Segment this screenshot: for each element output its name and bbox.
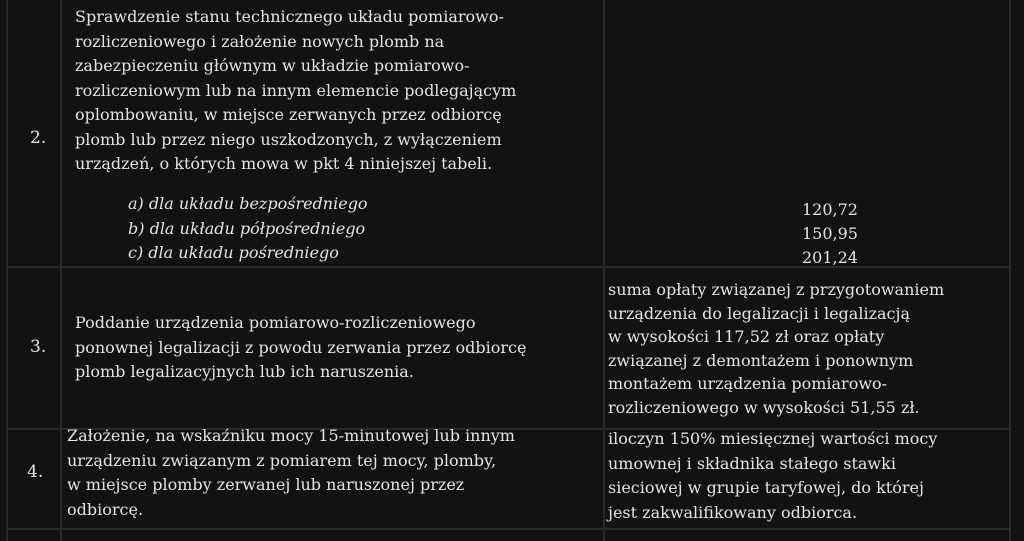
- row-2-description: [75, 5, 516, 177]
- column-divider-1: [60, 0, 62, 541]
- row-3-fee-description: [608, 278, 944, 419]
- row-3-number: 3.: [30, 337, 47, 357]
- fee-value-a: 120,72: [802, 200, 858, 219]
- row-4-fee-description: [608, 427, 937, 525]
- fee-value-b: 150,95: [802, 224, 858, 243]
- row-4-number: 4.: [27, 462, 44, 482]
- sub-item-b: b) dla układu półpośredniego: [128, 218, 366, 238]
- row-2-sub-items: [128, 192, 368, 266]
- fee-line: sieciowej w grupie taryfowej, do której: [608, 478, 924, 497]
- description-line: Poddanie urządzenia pomiarowo-rozliczeniowego: [75, 313, 476, 332]
- fee-line: iloczyn 150% miesięcznej wartości mocy: [608, 429, 938, 448]
- description-line: zabezpieczeniu głównym w układzie pomiarowo-: [75, 56, 470, 75]
- row-3-description: [75, 311, 526, 385]
- table-border-left: [6, 0, 8, 541]
- description-line: plomb legalizacyjnych lub ich naruszenia.: [75, 362, 414, 381]
- row-2-fees: [770, 198, 890, 270]
- description-line: oplombowaniu, w miejsce zerwanych przez odbiorcę: [75, 105, 502, 124]
- fee-line: montażem urządzenia pomiarowo-: [608, 374, 888, 393]
- row-2-number: 2.: [30, 128, 47, 148]
- description-line: w miejsce plomby zerwanej lub naruszonej przez: [67, 475, 465, 494]
- table-border-bottom: [6, 528, 1011, 530]
- table-border-right: [1009, 0, 1011, 541]
- description-line: Założenie, na wskaźniku mocy 15-minutowej lub innym: [67, 426, 515, 445]
- description-line: ponownej legalizacji z powodu zerwania przez odbiorcę: [75, 337, 527, 357]
- fee-line: umownej i składnika stałego stawki: [608, 453, 896, 473]
- sub-item-a: a) dla układu bezpośredniego: [128, 194, 368, 213]
- fee-line: rozliczeniowego w wysokości 51,55 zł.: [608, 397, 920, 417]
- description-line: urządzeń, o których mowa w pkt 4 niniejszej tabeli.: [75, 154, 493, 173]
- fee-value-c: 201,24: [802, 248, 858, 267]
- fee-line: jest zakwalifikowany odbiorca.: [608, 502, 858, 522]
- description-line: rozliczeniowego i założenie nowych plomb na: [75, 31, 445, 51]
- sub-item-c: c) dla układu pośredniego: [128, 243, 339, 262]
- description-line: odbiorcę.: [67, 499, 144, 519]
- fee-line: suma opłaty związanej z przygotowaniem: [608, 280, 945, 299]
- column-divider-2: [603, 0, 605, 541]
- description-line: rozliczeniowym lub na innym elemencie podlegającym: [75, 80, 517, 100]
- row-4-description: [67, 424, 515, 522]
- description-line: urządzeniu związanym z pomiarem tej mocy, plomby,: [67, 450, 497, 470]
- fee-line: urządzenia do legalizacji i legalizacją: [608, 303, 910, 323]
- description-line: Sprawdzenie stanu technicznego układu pomiarowo-: [75, 7, 504, 26]
- fee-line: w wysokości 117,52 zł oraz opłaty: [608, 327, 885, 346]
- fee-line: związanej z demontażem i ponownym: [608, 350, 914, 370]
- description-line: plomb lub przez niego uszkodzonych, z wyłączeniem: [75, 129, 502, 149]
